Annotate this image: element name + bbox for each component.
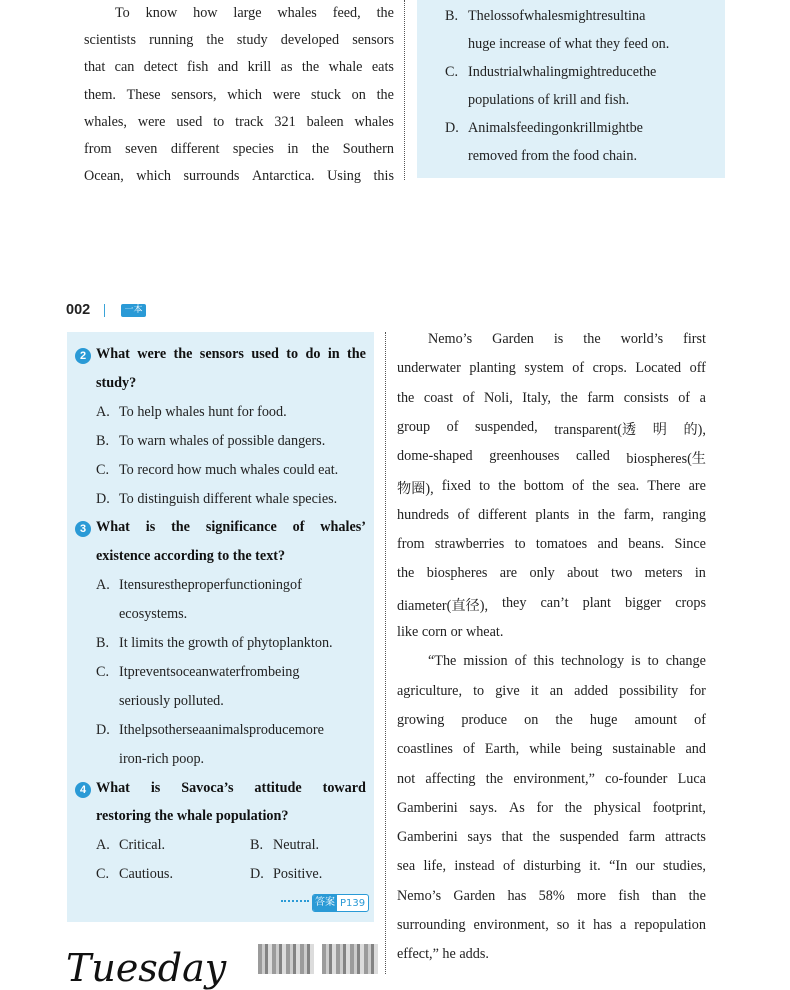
header-divider [104, 304, 105, 317]
option-letter: B. [445, 8, 459, 24]
question-number-badge: 3 [75, 521, 91, 537]
option-text: It prevents ocean water from being [119, 663, 300, 680]
passage-line: “The mission of this technology is to change [428, 653, 706, 670]
option-letter: A. [96, 403, 110, 420]
qr-code [322, 944, 378, 974]
column-divider-top [404, 0, 405, 180]
passage-line: them. These sensors, which were stuck on the [84, 86, 394, 103]
passage-line: dome-shaped greenhouses called biospheres(生 [397, 448, 706, 468]
passage-line: the coast of Noli, Italy, the farm consists of a [397, 389, 706, 406]
passage-line: that can detect fish and krill as the whale eats [84, 59, 394, 76]
option-text: Positive. [273, 866, 323, 883]
option-letter: C. [445, 64, 459, 80]
passage-line: like corn or wheat. [397, 624, 504, 640]
passage-line: hundreds of different plants in the farm, ranging [397, 506, 706, 523]
passage-line: underwater planting system of crops. Located off [397, 360, 706, 377]
top-question-box [417, 0, 725, 178]
option-letter: B. [96, 432, 110, 449]
passage-line: whales, were used to track 321 baleen whales [84, 113, 394, 130]
option-text: It helps other sea animals produce more [119, 721, 324, 738]
passage-line: from strawberries to tomatoes and beans. Since [397, 536, 706, 553]
option-text: To warn whales of possible dangers. [119, 432, 326, 449]
answer-label: 答案 [313, 895, 337, 911]
question-number-badge: 4 [75, 782, 91, 798]
passage-line: diameter(直径), they can’t plant bigger crops [397, 594, 706, 614]
option-letter: B. [250, 837, 264, 854]
answer-page: P139 [340, 897, 366, 909]
option-text: Industrial whaling might reduce the [468, 64, 657, 80]
option-text: populations of krill and fish. [468, 92, 630, 108]
question-number-badge: 2 [75, 348, 91, 364]
passage-line: Nemo’s Garden is the world’s first [428, 331, 706, 347]
option-text: To record how much whales could eat. [119, 461, 339, 478]
option-letter: B. [96, 635, 110, 651]
option-text: Animals feeding on krill might be [468, 120, 643, 136]
option-letter: D. [250, 866, 264, 883]
passage-line: surrounding environment, so it has a repopulation [397, 917, 706, 933]
option-letter: D. [96, 490, 110, 507]
option-letter: C. [96, 663, 110, 680]
passage-line: To know how large whales feed, the [115, 5, 394, 21]
option-text: Critical. [119, 837, 166, 854]
question-stem: What is the significance of whales’ [96, 519, 366, 536]
passage-line: growing produce on the huge amount of [397, 711, 706, 728]
option-text: The loss of whales might result in a [468, 8, 646, 24]
option-text: Neutral. [273, 837, 320, 854]
passage-line: agriculture, to give it an added possibility for [397, 682, 706, 699]
option-text: ecosystems. [119, 606, 188, 623]
qr-code [258, 944, 314, 974]
passage-line: Gamberini says that the suspended farm attracts [397, 829, 706, 846]
question-stem: What were the sensors used to do in the [96, 346, 366, 362]
passage-line: group of suspended, transparent(透 明 的), [397, 418, 706, 438]
book-logo: 一本 [121, 304, 146, 317]
option-letter: C. [96, 461, 110, 478]
question-stem: study? [96, 374, 137, 391]
answer-reference[interactable] [312, 894, 369, 912]
option-text: To distinguish different whale species. [119, 490, 338, 507]
passage-line: from seven different species in the Southern [84, 141, 394, 157]
option-letter: A. [96, 577, 110, 594]
passage-line: coastlines of Earth, while being sustainable and [397, 741, 706, 758]
question-stem: restoring the whale population? [96, 808, 289, 825]
option-letter: D. [96, 721, 110, 738]
option-text: huge increase of what they feed on. [468, 36, 670, 52]
day-script-title: Tuesday [66, 946, 227, 990]
passage-line: Gamberini says. As for the physical footprint, [397, 799, 706, 816]
option-text: seriously polluted. [119, 692, 224, 709]
passage-line: 物圈), fixed to the bottom of the sea. There are [397, 477, 706, 497]
option-text: Cautious. [119, 866, 173, 883]
question-stem: What is Savoca’s attitude toward [96, 779, 366, 796]
passage-line: Ocean, which surrounds Antarctica. Using this [84, 168, 394, 185]
option-text: To help whales hunt for food. [119, 403, 287, 420]
passage-line: sea life, instead of disturbing it. “In our studies, [397, 858, 706, 875]
option-text: removed from the food chain. [468, 148, 638, 164]
passage-line: scientists running the study developed sensors [84, 32, 394, 49]
option-text: It ensures the proper functioning of [119, 577, 302, 594]
page-number: 002 [66, 302, 91, 318]
option-letter: A. [96, 837, 110, 854]
passage-line: not affecting the environment,” co-founder Luca [397, 770, 706, 787]
option-text: iron-rich poop. [119, 750, 205, 767]
option-text: It limits the growth of phytoplankton. [119, 635, 333, 651]
passage-line: Nemo’s Garden has 58% more fish than the [397, 887, 706, 904]
answer-dots [281, 900, 309, 902]
option-letter: D. [445, 120, 459, 136]
option-letter: C. [96, 866, 110, 883]
passage-line: effect,” he adds. [397, 946, 489, 963]
passage-line: the biospheres are only about two meters in [397, 565, 706, 582]
question-stem: existence according to the text? [96, 548, 286, 565]
column-divider [385, 332, 386, 974]
